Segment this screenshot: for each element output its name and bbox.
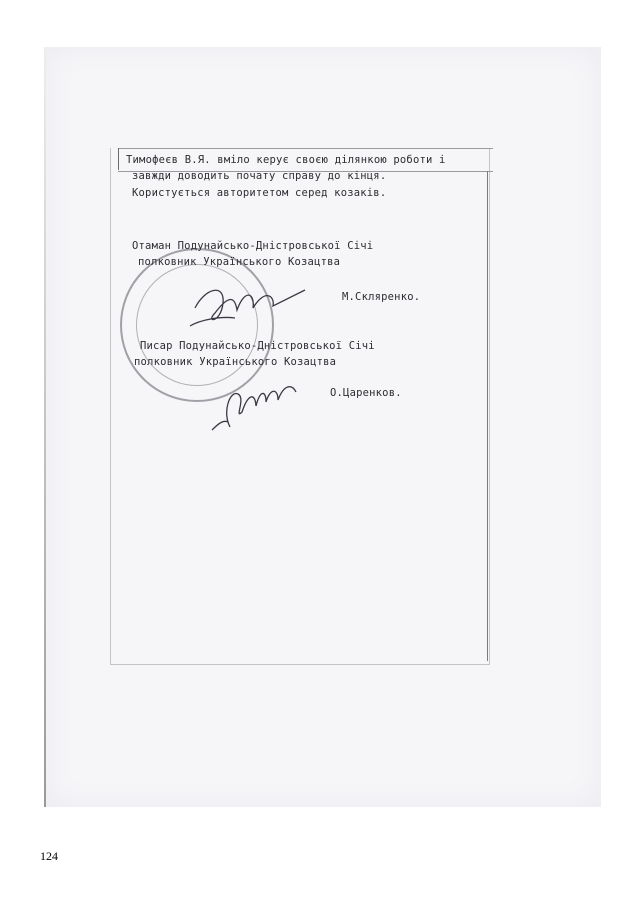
- paragraph-line-1: Тимофеєв В.Я. вміло керує своєю ділянкою роботи і: [126, 154, 446, 166]
- paragraph-line-3: Користується авторитетом серед козаків.: [132, 187, 387, 199]
- signatory-1-title-line-2: полковник Українського Козацтва: [138, 256, 341, 268]
- signatory-2-name: О.Царенков.: [330, 387, 402, 399]
- signatory-2-title-line-2: полковник Українського Козацтва: [134, 356, 337, 368]
- paragraph-line-2: завжди доводить почату справу до кінця.: [132, 170, 387, 182]
- signature-2: [200, 372, 310, 442]
- page-number: 124: [40, 849, 58, 863]
- rule-left: [118, 148, 119, 170]
- signatory-1-name: М.Скляренко.: [342, 291, 421, 303]
- signatory-2-title-line-1: Писар Подунайсько-Дністровської Січі: [140, 340, 375, 352]
- signatory-1-title-line-1: Отаман Подунайсько-Дністровської Січі: [132, 240, 374, 252]
- rule-right: [487, 171, 488, 661]
- signature-1: [175, 268, 315, 338]
- rule-top: [118, 148, 493, 149]
